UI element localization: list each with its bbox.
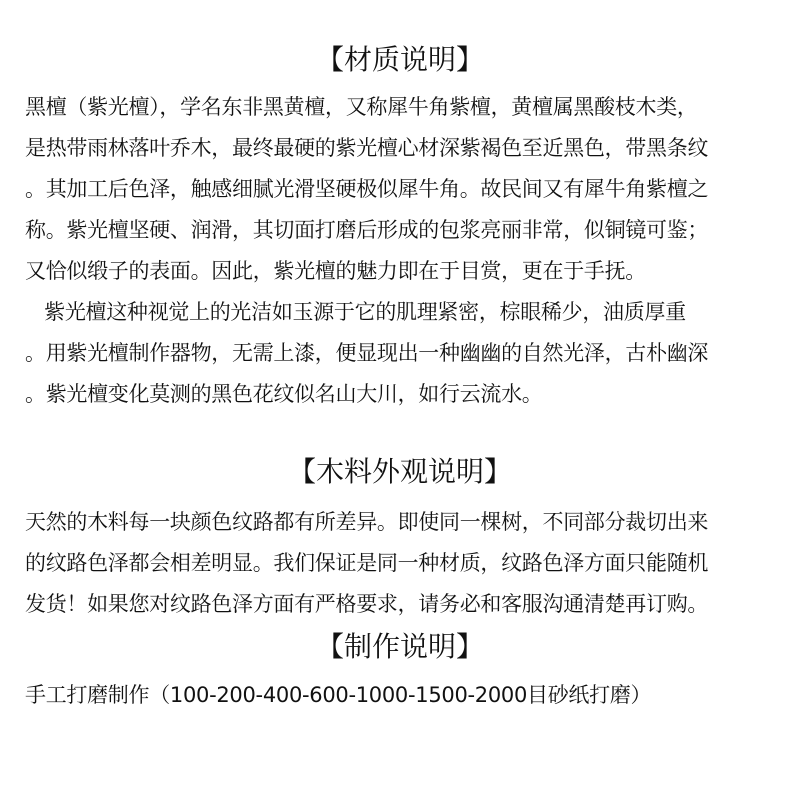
- material-line: 紫光檀这种视觉上的光洁如玉源于它的肌理紧密，棕眼稀少，油质厚重: [25, 300, 686, 324]
- material-line: 是热带雨林落叶乔木，最终最硬的紫光檀心材深紫褐色至近黑色，带黑条纹: [25, 136, 709, 160]
- material-line: 又恰似缎子的表面。因此，紫光檀的魅力即在于目赏，更在于手抚。: [25, 259, 646, 283]
- production-heading: 【制作说明】: [315, 630, 484, 663]
- material-line: 。其加工后色泽，触感细腻光滑坚硬极似犀牛角。故民间又有犀牛角紫檀之: [25, 177, 709, 201]
- appearance-line: 发货！如果您对纹路色泽方面有严格要求，请务必和客服沟通清楚再订购。: [25, 592, 709, 616]
- material-line: 黑檀（紫光檀），学名东非黑黄檀，又称犀牛角紫檀，黄檀属黑酸枝木类，: [25, 95, 698, 119]
- material-line: 称。紫光檀坚硬、润滑，其切面打磨后形成的包浆亮丽非常，似铜镜可鉴；: [25, 218, 709, 242]
- material-line: 。紫光檀变化莫测的黑色花纹似名山大川，如行云流水。: [25, 382, 543, 406]
- material-line: 。用紫光檀制作器物，无需上漆，便显现出一种幽幽的自然光泽，古朴幽深: [25, 341, 709, 365]
- material-heading: 【材质说明】: [315, 43, 484, 76]
- appearance-line: 的纹路色泽都会相差明显。我们保证是同一种材质，纹路色泽方面只能随机: [25, 551, 709, 575]
- production-line: 手工打磨制作（100-200-400-600-1000-1500-2000目砂纸打磨）: [25, 683, 652, 707]
- appearance-heading: 【木料外观说明】: [287, 455, 512, 488]
- appearance-line: 天然的木料每一块颜色纹路都有所差异。即使同一棵树，不同部分裁切出来: [25, 510, 709, 534]
